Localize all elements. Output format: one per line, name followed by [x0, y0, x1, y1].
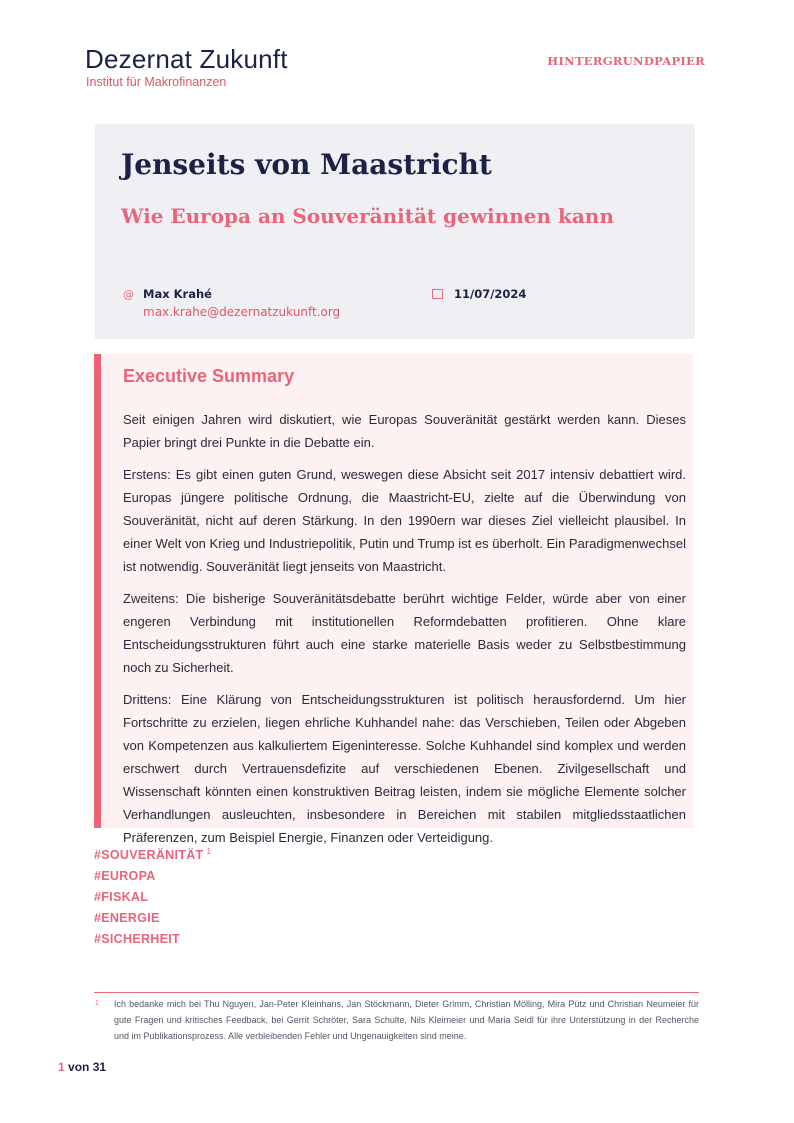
date-line — [432, 287, 526, 301]
at-icon: @ — [123, 288, 134, 301]
tag-item: #ENERGIE — [94, 911, 160, 926]
calendar-icon — [432, 289, 443, 299]
title-block — [95, 124, 695, 339]
summary-paragraph: Erstens: Es gibt einen guten Grund, weswegen diese Absicht seit 2017 intensiv debattiert wird. Europas jüngere politische Ordnung, die Maastricht-EU, zielte auf die Überwindung von Souveränität, nicht auf deren Stärkung. In den 1990ern war dieses Ziel vielleicht plausibel. In einer Welt von Krieg und Industriepolitik, Putin und Trump ist es überholt. Ein Paradigmenwechsel ist notwendig. Souveränität liegt jenseits von Maastricht. — [123, 467, 686, 574]
summary-paragraph: Seit einigen Jahren wird diskutiert, wie Europas Souveränität gestärkt werden kann. Dieses Papier bringt drei Punkte in die Debatte ein. — [123, 412, 686, 450]
total-pages: von 31 — [68, 1060, 107, 1074]
footnote-divider — [94, 992, 699, 993]
summary-paragraph: Drittens: Eine Klärung von Entscheidungsstrukturen ist politisch herausfordernd. Um hier Fortschritte zu erzielen, liegen ehrliche Kuhhandel nahe: das Verschieben, Teilen oder Abgeben von Kompetenzen aus kalkuliertem Eigeninteresse. Solche Kuhhandel sind komplex und werden erschwert durch Vertrauensdefizite auf verschiedenen Ebenen. Zivilgesellschaft und Wissenschaft könnten einen konstruktiven Beitrag leisten, indem sie mögliche Elemente solcher Verhandlungen ausleuchten, insbesondere in Bereichen mit stabilen mitgliedsstaatlichen Präferenzen, zum Beispiel Energie, Finanzen oder Verteidigung. — [123, 692, 686, 845]
logo-wordmark: Dezernat Zukunft — [85, 44, 288, 74]
document-subtitle: Wie Europa an Souveränität gewinnen kann — [121, 204, 614, 228]
logo-subtitle: Institut für Makrofinanzen — [86, 75, 227, 89]
summary-body — [123, 408, 686, 858]
footnote-number: 1 — [95, 1000, 99, 1007]
author-line — [123, 287, 212, 301]
author-name: Max Krahé — [143, 287, 212, 301]
tag-label: #SOUVERÄNITÄT — [94, 848, 204, 863]
summary-heading: Executive Summary — [123, 366, 295, 386]
document-type-label: HINTERGRUNDPAPIER — [547, 54, 705, 68]
tag-item: #SICHERHEIT — [94, 932, 180, 947]
executive-summary — [94, 354, 693, 845]
footnote-ref[interactable]: 1 — [206, 847, 212, 856]
footnote — [94, 996, 699, 1044]
footnote-text: Ich bedanke mich bei Thu Nguyen, Jan-Peter Kleinhans, Jan Stöckmann, Dieter Grimm, Christian Mölling, Mira Pütz und Christian Neumeier für gute Fragen und kritisches Feedback, bei Gerrit Schröter, Sara Schulte, Nils Kleimeier und Maria Seidl für ihre Unterstützung in der Recherche und im Publikationsprozess. Alle verbleibenden Fehler und Ungenauigkeiten sind meine. — [114, 999, 699, 1041]
summary-paragraph: Zweitens: Die bisherige Souveränitätsdebatte berührt wichtige Felder, würde aber von einer engeren Verbindung mit institutionellen Reformdebatten profitieren. Ohne klare Entscheidungsstrukturen führt auch eine starke materielle Basis weder zu Selbstbestimmung noch zu Sicherheit. — [123, 591, 686, 675]
tag-item: #EUROPA — [94, 869, 156, 884]
author-email-link[interactable]: max.krahe@dezernatzukunft.org — [143, 305, 341, 319]
tag-list — [94, 841, 211, 950]
page-number — [58, 1060, 106, 1074]
current-page: 1 — [58, 1060, 65, 1074]
document-title: Jenseits von Maastricht — [121, 148, 492, 181]
publication-date: 11/07/2024 — [454, 287, 527, 301]
tag-item — [94, 841, 211, 866]
tag-item: #FISKAL — [94, 890, 149, 905]
